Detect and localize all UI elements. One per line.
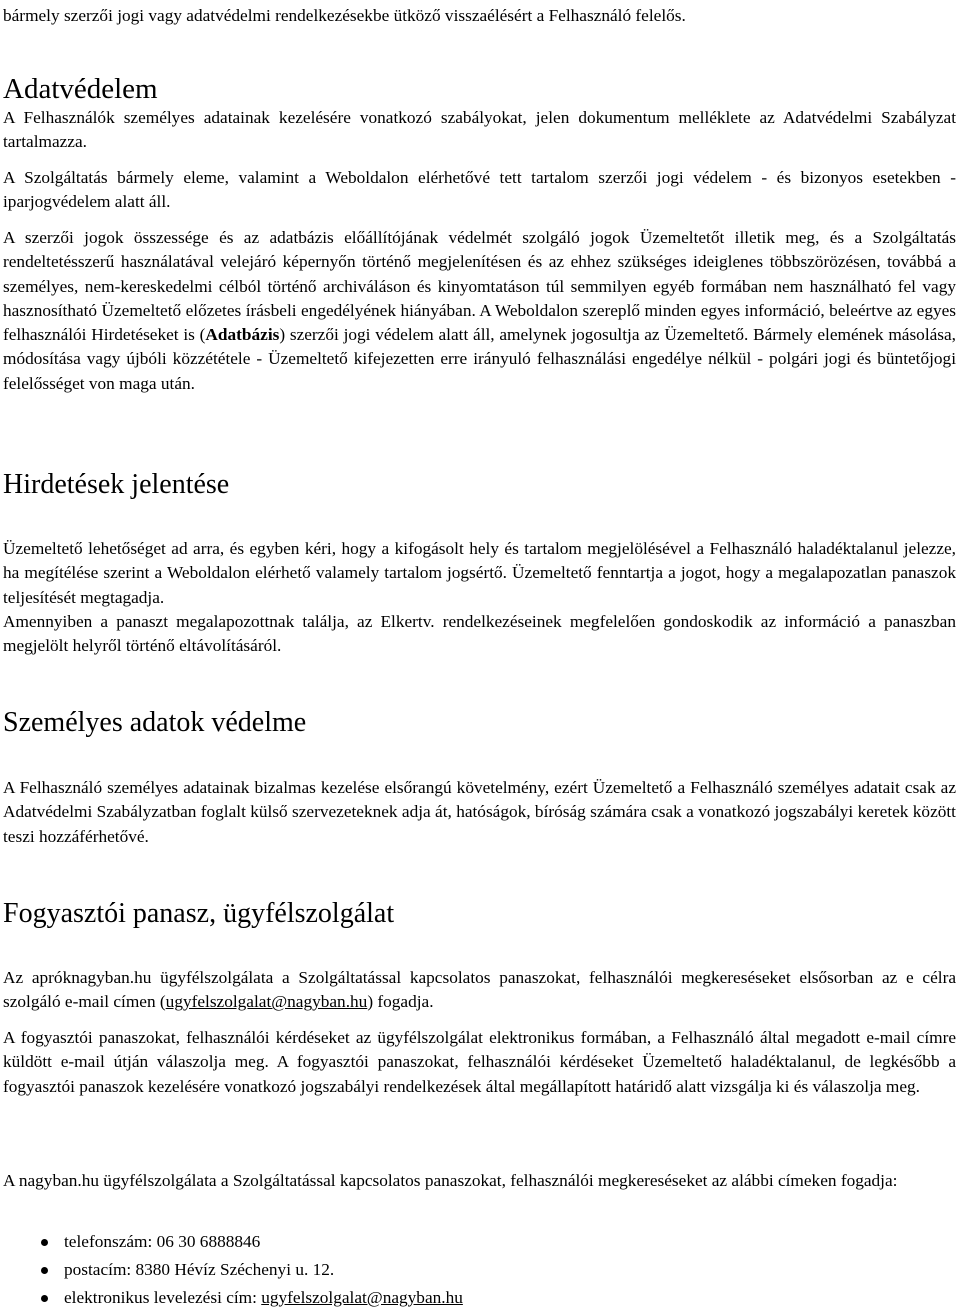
paragraph-text: ) fogadja. [367, 992, 434, 1012]
heading-szemelyes-adatok-vedelme: Személyes adatok védelme [3, 707, 307, 738]
hirdetesek-paragraph-1: Üzemeltető lehetőséget ad arra, és egyben kéri, hogy a kifogásolt hely és tartalom megjelölésével a Felhasználó haladéktalanul jelezze, ha megítélése szerint a Weboldalon elérhető valamely tartalom jogsértő. Üzemeltető fenntartja a jogot, hogy a megalapozatlan panaszok teljesítését megtagadja. [3, 539, 956, 607]
heading-fogyasztoi-panasz: Fogyasztói panasz, ügyfélszolgálat [3, 898, 395, 929]
fogyasztoi-paragraph-2: A fogyasztói panaszokat, felhasználói kérdéseket az ügyfélszolgálat elektronikus formában, a Felhasználó által megadott e-mail címre küldött e-mail útján válaszolja meg. A fogyasztói panaszokat, felhasználói kérdéseket Üzemeltető haladéktalanul, de legkésőbb a fogyasztói panaszok kezelésére vonatkozó jogszabályi rendelkezések által megállapított határidő alatt vizsgálja ki és válaszolja meg. [3, 1028, 956, 1096]
email-label: elektronikus levelezési cím: [64, 1288, 262, 1307]
paragraph-text: A szerzői jogok összessége és az adatbázis előállítójának védelmét szolgáló jogok Üzemeltetőt illetik meg, és a Szolgáltatás rendeltetésszerű használatával velejáró képernyőn történő megjelenítésen és az ehhez szükséges ideiglenes többszörözésen, továbbá a személyes, nem-kereskedelmi célból történő archiváláson és kinyomtatáson túl semmilyen egyéb formában nem használható fel vagy hasznosítható Üzemeltető előzetes írásbeli engedélyének hiányában. A Weboldalon szereplő minden egyes információ, beleértve az egyes felhasználói Hirdetéseket is ( [3, 228, 956, 345]
heading-adatvedelem: Adatvédelem [3, 73, 158, 105]
adatvedelem-paragraph-2: A Szolgáltatás bármely eleme, valamint a Weboldalon elérhetővé tett tartalom szerzői jogi védelem - és bizonyos esetekben - iparjogvédelem alatt áll. [3, 168, 956, 212]
customer-service-email-link[interactable]: ugyfelszolgalat@nagyban.hu [165, 992, 368, 1012]
szemelyes-paragraph-1: A Felhasználó személyes adatainak bizalmas kezelése elsőrangú követelmény, ezért Üzemeltető a Felhasználó személyes adatait csak az Adatvédelmi Szabályzatban foglalt külső szervezeteknek adja át, hatóságok, bíróság számára csak a vonatkozó jogszabályi keretek között teszi hozzáférhetővé. [3, 778, 956, 846]
adatvedelem-paragraph-1: A Felhasználók személyes adatainak kezelésére vonatkozó szabályokat, jelen dokumentum melléklete az Adatvédelmi Szabályzat tartalmazza. [3, 108, 956, 152]
contact-item-postal: postacím: 8380 Hévíz Széchenyi u. 12. [3, 1256, 956, 1284]
paragraph-text: Az apróknagyban.hu ügyfélszolgálata a Szolgáltatással kapcsolatos panaszokat, felhasználói megkereséseket elsősorban az e célra szolgáló e-mail címen ( [3, 968, 956, 1012]
fogyasztoi-paragraph-3: A nagyban.hu ügyfélszolgálata a Szolgáltatással kapcsolatos panaszokat, felhasználói megkereséseket az alábbi címeken fogadja: [3, 1171, 898, 1190]
contact-item-email [3, 1284, 956, 1312]
contact-item-phone: telefonszám: 06 30 6888846 [3, 1228, 956, 1256]
heading-hirdetesek-jelentese: Hirdetések jelentése [3, 469, 230, 500]
fogyasztoi-paragraph-1 [3, 966, 956, 1015]
intro-trailing-sentence: bármely szerzői jogi vagy adatvédelmi rendelkezésekbe ütköző visszaélésért a Felhasználó felelős. [3, 6, 686, 25]
contact-list [3, 1228, 956, 1312]
adatbazis-term: Adatbázis [205, 325, 280, 345]
hirdetesek-paragraph-2: Amennyiben a panaszt megalapozottnak találja, az Elkertv. rendelkezéseinek megfelelően gondoskodik az információ a panaszban megjelölt helyről történő eltávolításáról. [3, 612, 956, 656]
contact-email-link[interactable]: ugyfelszolgalat@nagyban.hu [261, 1288, 463, 1307]
paragraph-text: ) szerzői jogi védelem alatt áll, amelynek jogosultja az Üzemeltető. Bármely elemének másolása, módosítása vagy újbóli közzététele - Üzemeltető kifejezetten erre irányuló felhasználási engedélye nélkül - polgári jogi és büntetőjogi felelősséget von maga után. [3, 325, 957, 393]
adatvedelem-paragraph-3 [3, 226, 956, 396]
